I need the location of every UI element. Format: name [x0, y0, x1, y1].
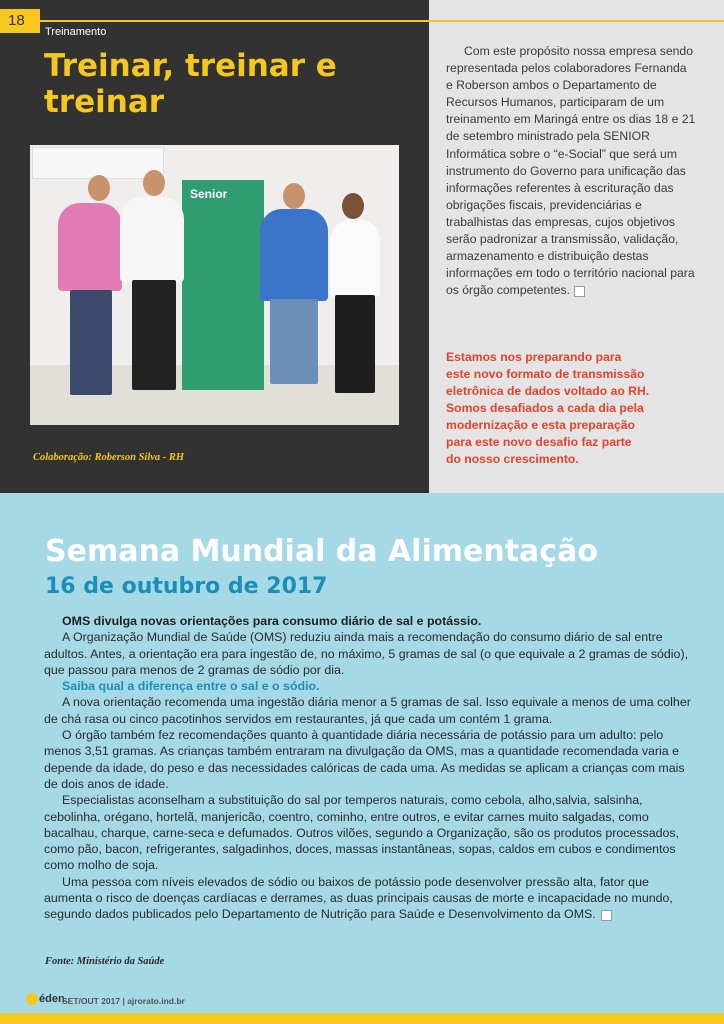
article-body: [44, 613, 694, 923]
photo-person-pants: [335, 295, 375, 393]
page-number: 18: [0, 9, 40, 33]
highlight-line: Estamos nos preparando para: [446, 350, 622, 364]
photo-person-shirt: [260, 209, 328, 301]
highlight-quote: [446, 349, 696, 468]
header-rule: [40, 20, 724, 22]
photo-person-head: [88, 175, 110, 201]
photo-person-shirt: [330, 219, 380, 297]
training-photo: [30, 145, 399, 425]
highlight-line: para este novo desafio faz parte: [446, 435, 632, 449]
footer-logo: [26, 993, 65, 1005]
highlight-line: Somos desafiados a cada dia pela: [446, 401, 644, 415]
photo-person-head: [283, 183, 305, 209]
article-paragraph: A nova orientação recomenda uma ingestão diária menor a 5 gramas de sal. Isso equivale a menos de uma colher de chá rasa ou cinco pacotinhos servidos em restaurantes, já que cada um contém 1 grama.: [44, 695, 691, 726]
footer-issue: SET/OUT 2017 | ajrorato.ind.br: [62, 996, 185, 1006]
logo-circle-icon: [26, 993, 38, 1005]
footer-bar: [0, 1013, 724, 1024]
end-mark-icon: [601, 910, 612, 921]
photo-person-pants: [70, 290, 112, 395]
right-column-text: [446, 43, 696, 299]
article-paragraph: Especialistas aconselham a substituição do sal por temperos naturais, como cebola, alho,salvia, salsinha, cebolinha, orégano, hortelã, manjericão, coentro, cominho, entre outros, e evitar carnes muito salgadas, como bacalhau, charque, carne-seca e defumados. Outros vilões, segundo a Organização, são os produtos processados, como pão, bacon, refrigerantes, salgadinhos, doces, massas instantâneas, sopas, caldos em cubos e condimentos como molho de soja.: [44, 793, 680, 873]
photo-person-pants: [132, 280, 176, 390]
photo-banner: [182, 180, 264, 390]
section-label: Treinamento: [45, 26, 107, 38]
photo-caption: Colaboração: Roberson Silva - RH: [33, 452, 185, 463]
photo-person-pants: [270, 299, 318, 384]
photo-banner-text: Senior: [190, 187, 228, 201]
highlight-line: modernização e esta preparação: [446, 418, 635, 432]
photo-person-shirt: [120, 197, 184, 282]
article-title: Semana Mundial da Alimentação: [45, 534, 598, 569]
article-paragraph: Uma pessoa com níveis elevados de sódio ou baixos de potássio pode desenvolver pressão alta, fator que aumenta o risco de doenças cardíacas e derrames, as duas principais causas de morte e incapacidade no mundo, segundo dados publicados pelo Departamento de Nutrição para Saúde e Desenvolvimento da OMS.: [44, 874, 673, 922]
photo-person-shirt: [58, 203, 122, 291]
article-lead: OMS divulga novas orientações para consumo diário de sal e potássio.: [62, 614, 482, 628]
highlight-line: do nosso crescimento.: [446, 452, 579, 466]
photo-person-head: [342, 193, 364, 219]
footer-brand-text: éden: [39, 993, 65, 1005]
article-paragraph: O órgão também fez recomendações quanto à quantidade diária necessária de potássio para um adulto: pelo menos 3,51 gramas. As crianças também entraram na divulgação da OMS, mas a quantidade recomendada varia e depende da idade, do peso e das necessidades calóricas de cada uma. As medidas se aplicam a crianças com mais de dois anos de idade.: [44, 728, 685, 791]
article-date: 16 de outubro de 2017: [45, 574, 328, 599]
article-paragraph: A Organização Mundial de Saúde (OMS) reduziu ainda mais a recomendação do consumo diário de sal entre adultos. Antes, a orientação era para ingestão de, no máximo, 5 gramas de sal (o que equivale a 2 gramas de sódio), que passou para menos de 2 gramas de sódio por dia.: [44, 630, 689, 677]
right-column-paragraph: Com este propósito nossa empresa sendo representada pelos colaboradores Fernanda e Roberson ambos o Departamento de Recursos Humanos, participaram de um treinamento em Maringá entre os dias 18 e 21 de setembro ministrado pela SENIOR Informática sobre o “e-Social” que será um instrumento do Governo para unificação das informações referentes à escrituração das obrigações fiscais, previdenciárias e trabalhistas das empresas, cujos objetivos serão padronizar a transmissão, validação, armazenamento e distribuição destas informações em todo o território nacional para os órgão competentes.: [446, 44, 696, 298]
article-subheading: Saiba qual a diferença entre o sal e o sódio.: [62, 679, 320, 694]
article-source: Fonte: Ministério da Saúde: [45, 956, 165, 967]
photo-person-head: [143, 170, 165, 196]
end-mark-icon: [574, 286, 585, 297]
page-title: Treinar, treinar e treinar: [44, 48, 337, 120]
highlight-line: eletrônica de dados voltado ao RH.: [446, 384, 650, 398]
highlight-line: este novo formato de transmissão: [446, 367, 645, 381]
